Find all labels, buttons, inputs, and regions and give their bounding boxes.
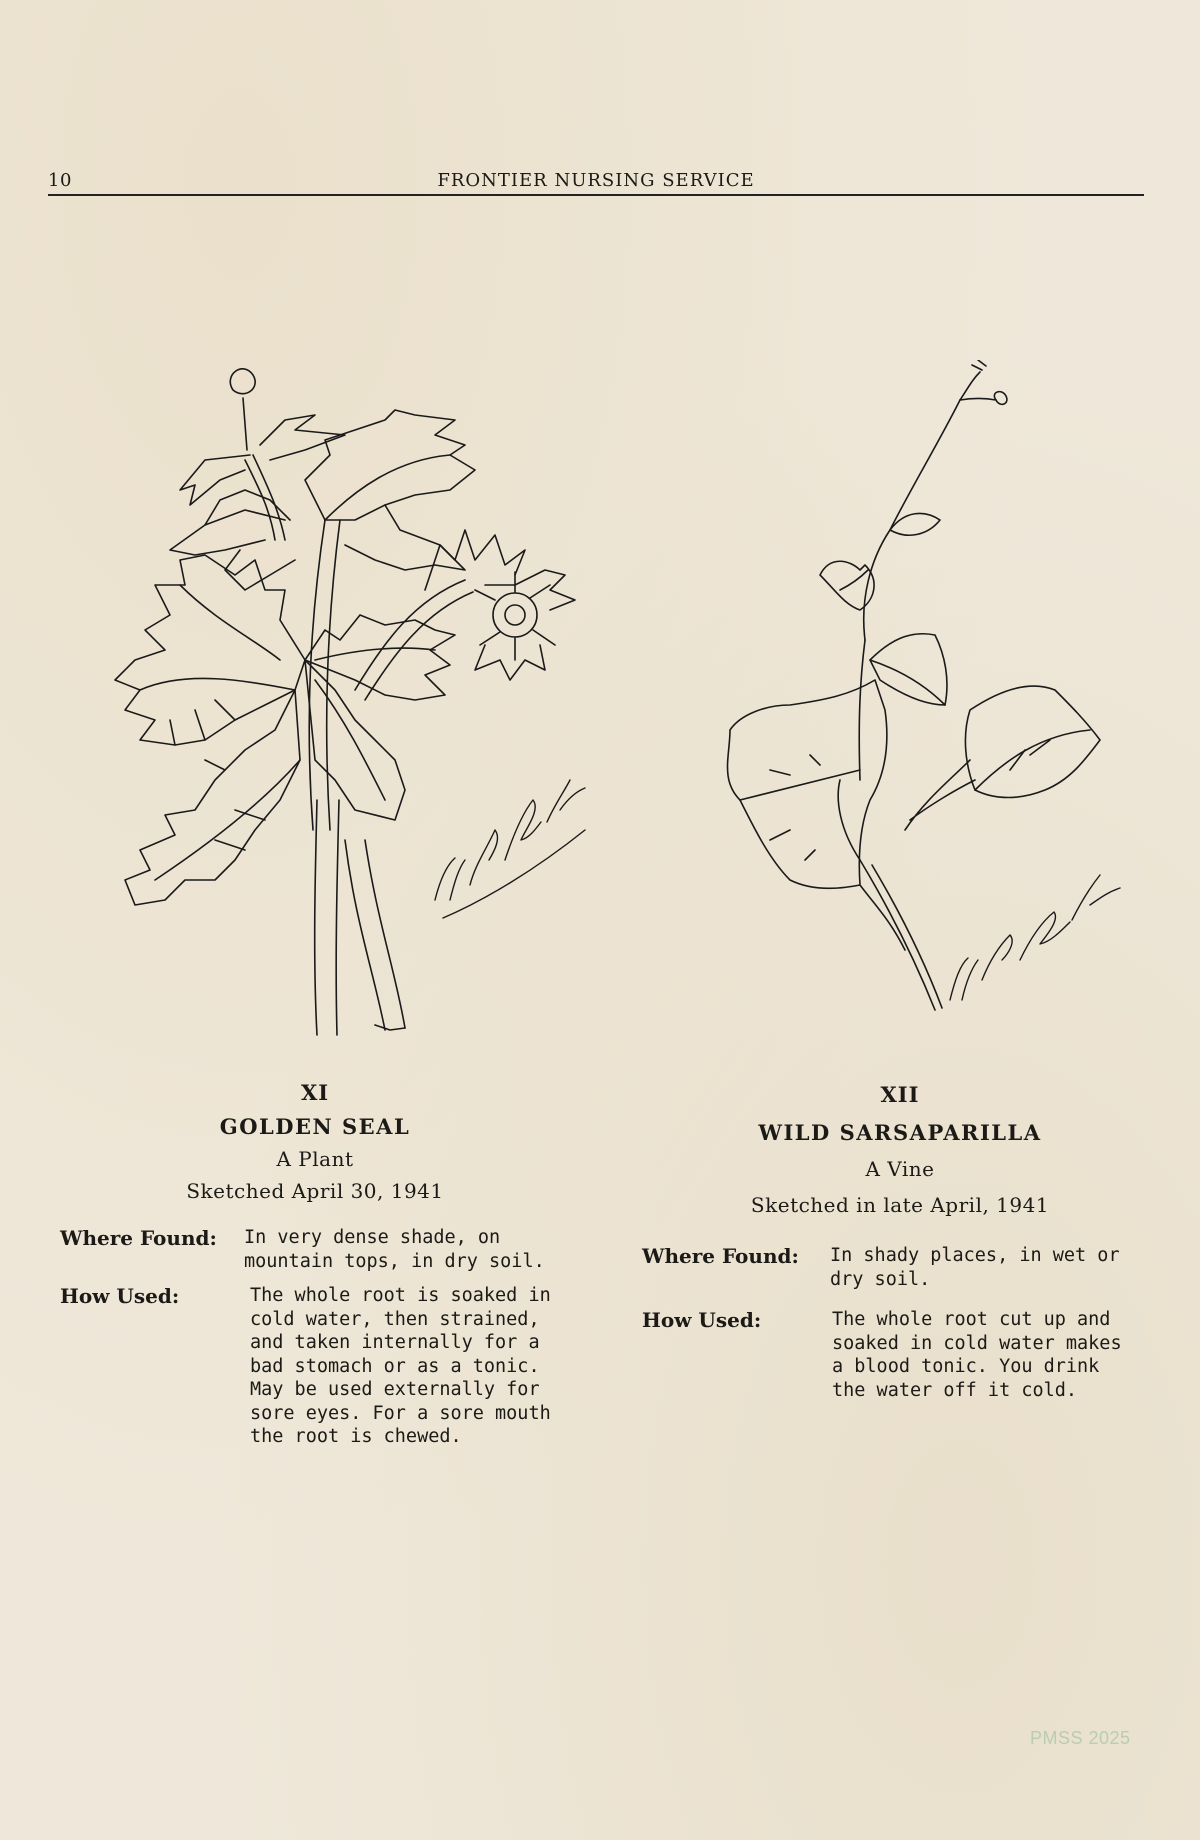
where-found-label: Where Found: bbox=[642, 1244, 799, 1268]
golden-seal-caption bbox=[130, 1080, 500, 1203]
page-header bbox=[48, 170, 1144, 196]
wild-sarsaparilla-sketch bbox=[710, 360, 1130, 1050]
how-used-text: The whole root cut up and soaked in cold water makes a blood tonic. You drink the water off it cold. bbox=[832, 1309, 1122, 1401]
plant-kind: A Vine bbox=[865, 1157, 935, 1181]
sketch-date: Sketched in late April, 1941 bbox=[750, 1193, 1050, 1217]
where-found-label: Where Found: bbox=[60, 1226, 217, 1250]
plant-name: WILD SARSAPARILLA bbox=[758, 1120, 1042, 1145]
sketch-date: Sketched April 30, 1941 bbox=[186, 1179, 444, 1203]
running-head: FRONTIER NURSING SERVICE bbox=[437, 170, 755, 191]
where-found-text: In very dense shade, on mountain tops, in dry soil. bbox=[244, 1227, 545, 1272]
how-used-label: How Used: bbox=[642, 1308, 762, 1332]
plant-kind: A Plant bbox=[276, 1147, 354, 1171]
where-found-text: In shady places, in wet or dry soil. bbox=[830, 1245, 1120, 1290]
plate-number: XI bbox=[300, 1080, 330, 1105]
wild-sarsaparilla-caption bbox=[700, 1082, 1100, 1217]
how-used-label: How Used: bbox=[60, 1284, 180, 1308]
archive-watermark: PMSS 2025 bbox=[1030, 1728, 1131, 1748]
page-number: 10 bbox=[48, 170, 72, 191]
plate-number: XII bbox=[880, 1082, 920, 1107]
how-used-text: The whole root is soaked in cold water, then strained, and taken internally for a bad stomach or as a tonic. May be used externally for sore eyes. For a sore mouth the root is chewed. bbox=[250, 1285, 551, 1447]
golden-seal-sketch bbox=[55, 360, 625, 1050]
plant-name: GOLDEN SEAL bbox=[219, 1114, 411, 1139]
